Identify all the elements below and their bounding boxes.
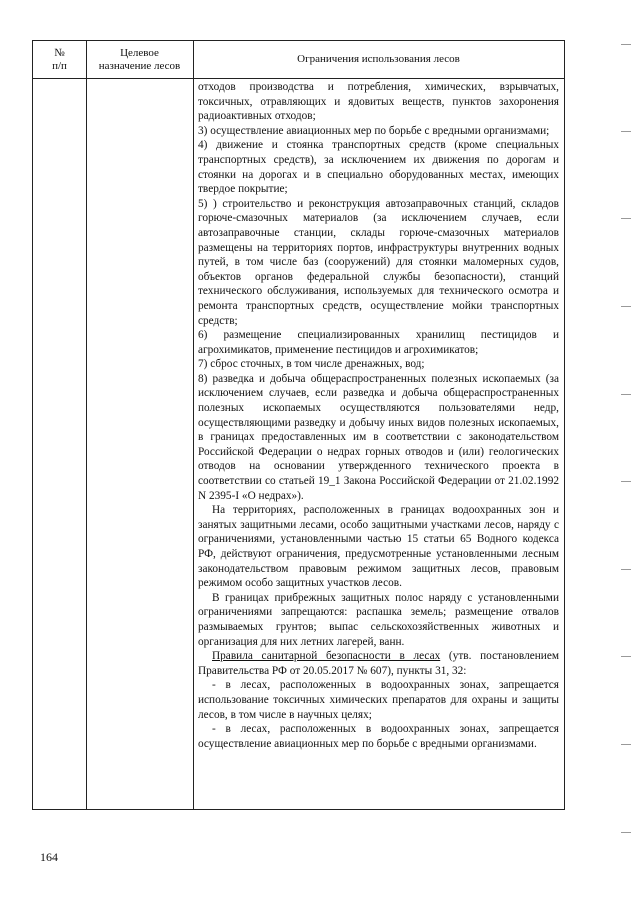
scan-edge-mark bbox=[621, 394, 631, 395]
restriction-paragraph: 7) сброс сточных, в том числе дренажных, вод; bbox=[198, 358, 425, 371]
restriction-paragraph: - в лесах, расположенных в водоохранных зонах, запрещается использование токсичных химических препаратов для охраны и защиты лесов, в том числе в научных целях; bbox=[198, 679, 559, 721]
header-purpose-line1: Целевое bbox=[120, 46, 159, 59]
restrictions-table bbox=[32, 40, 565, 810]
scan-edge-mark bbox=[621, 44, 631, 45]
restriction-paragraph: На территориях, расположенных в границах водоохранных зон и занятых защитными лесами, особо защитными участками лесов, наряду с ограничениями, установленными частью 15 статьи 65 Водного кодекса РФ, действуют ограничения, предусмотренные установленными лесным законодательством правовым режимом защитных лесов, правовым режимом особо защитных участков лесов. bbox=[198, 504, 559, 590]
restriction-paragraph: 3) осуществление авиационных мер по борьбе с вредными организмами; bbox=[198, 124, 550, 137]
header-purpose bbox=[86, 41, 193, 78]
restriction-paragraph: 5) ) строительство и реконструкция автозаправочных станций, складов горюче-смазочных материалов (за исключением случаев, если автозаправочные станции, склады горюче-смазочных материалов размещены на территориях портов, инфраструктуры внутренних водных путей, в том числе баз (сооружений) для стоянки маломерных судов, объектов органов федеральной службы безопасности), станций технического обслуживания, используемых для технического осмотра и ремонта транспортных средств, осуществление мойки транспортных средств; bbox=[198, 197, 559, 327]
scan-edge-mark bbox=[621, 744, 631, 745]
header-restrictions-label: Ограничения использования лесов bbox=[297, 53, 460, 65]
column-divider bbox=[86, 41, 87, 809]
rules-title-link: Правила санитарной безопасности в лесах bbox=[212, 650, 441, 663]
header-number bbox=[33, 41, 86, 78]
column-divider bbox=[193, 41, 194, 809]
paragraph-text: (утв. постановлением Правительства РФ от 20.05.2017 № 607), пункты 31, 32: bbox=[198, 650, 559, 677]
restriction-paragraph: 8) разведка и добыча общераспространенных полезных ископаемых (за исключением случаев, если разведка и добыча общераспространенных полезных ископаемых осуществляются пользователями недр, осуществляющими разведку и добычу иных видов полезных ископаемых, в границах предоставленных им в соответствии с законодательством Российской Федерации о недрах горных отводов и (или) геологических отводов на основании утвержденного технического проекта в соответствии со статьей 19_1 Закона Российской Федерации от 21.02.1992 N 2395-I «О недрах»). bbox=[198, 372, 559, 502]
header-purpose-line2: назначение лесов bbox=[98, 59, 181, 72]
restriction-paragraph: 6) размещение специализированных хранилищ пестицидов и агрохимикатов, применение пестицидов и агрохимикатов; bbox=[198, 329, 559, 356]
restriction-paragraph bbox=[198, 649, 559, 678]
scan-edge-mark bbox=[621, 131, 631, 132]
scan-edge-mark bbox=[621, 218, 631, 219]
scan-edge-mark bbox=[621, 832, 631, 833]
restrictions-text bbox=[198, 80, 559, 751]
restriction-paragraph: В границах прибрежных защитных полос наряду с установленными ограничениями запрещаются: распашка земель; размещение отвалов размываемых грунтов; выпас сельскохозяйственных животных и организация для них летних лагерей, ванн. bbox=[198, 591, 559, 648]
scan-edge-mark bbox=[621, 569, 631, 570]
restriction-paragraph: отходов производства и потребления, химических, взрывчатых, токсичных, отравляющих и ядовитых веществ, пунктов захоронения радиоактивных отходов; bbox=[198, 81, 559, 123]
page-number: 164 bbox=[40, 850, 58, 864]
header-restrictions bbox=[193, 41, 564, 78]
scan-edge-mark bbox=[621, 306, 631, 307]
header-number-line1: № bbox=[54, 46, 65, 59]
scan-edge-mark bbox=[621, 656, 631, 657]
scan-edge-mark bbox=[621, 481, 631, 482]
restriction-paragraph: - в лесах, расположенных в водоохранных зонах, запрещается осуществление авиационных мер по борьбе с вредными организмами. bbox=[198, 723, 559, 750]
header-divider bbox=[33, 78, 564, 79]
restriction-paragraph: 4) движение и стоянка транспортных средств (кроме специальных транспортных средств), за исключением их движения по дорогам и стоянки на дорогах и в специально оборудованных местах, имеющих твердое покрытие; bbox=[198, 139, 559, 196]
header-number-line2: п/п bbox=[52, 59, 67, 72]
